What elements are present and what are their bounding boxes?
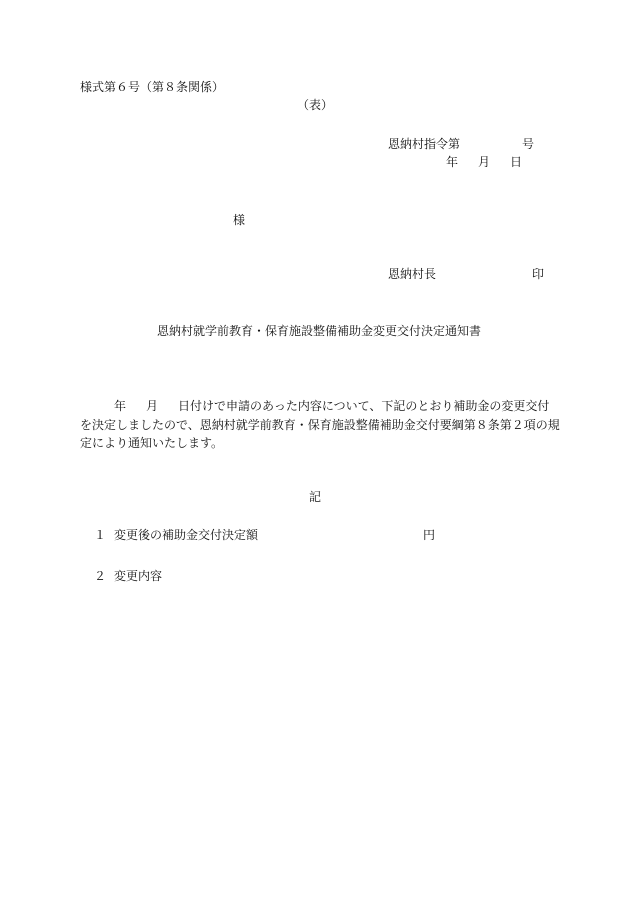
issuer [388,267,544,281]
item-unit: 円 [423,528,436,542]
item-label: 変更後の補助金交付決定額 [114,528,259,542]
list-item [94,569,162,583]
addressee-honorific: 様 [233,213,246,227]
date-day: 日 [510,155,523,169]
document-title: 恩納村就学前教育・保育施設整備補助金変更交付決定通知書 [157,324,482,338]
item-number: １ [94,528,107,542]
item-number: ２ [94,569,107,583]
issuer-seal: 印 [532,267,545,281]
form-number: 様式第６号（第８条関係） [80,80,225,94]
notice-date [446,155,522,169]
body-month: 月 [146,399,159,413]
body-year: 年 [114,399,127,413]
notice-number-prefix: 恩納村指令第 [388,137,461,151]
body-text: 日付けで申請のあった内容について、下記のとおり補助金の変更交付を決定しましたので、恩納村就学前教育・保育施設整備補助金交付要綱第８条第２項の規定により通知いたします。 [80,399,560,450]
issuer-title: 恩納村長 [388,267,437,281]
date-year: 年 [446,155,459,169]
body-paragraph [80,397,560,453]
list-item [94,528,435,542]
ki-heading: 記 [309,490,322,504]
notice-number [388,137,534,151]
notice-number-suffix: 号 [522,137,535,151]
sheet-side-label: （表） [297,98,334,112]
date-month: 月 [478,155,491,169]
item-label: 変更内容 [114,569,163,583]
